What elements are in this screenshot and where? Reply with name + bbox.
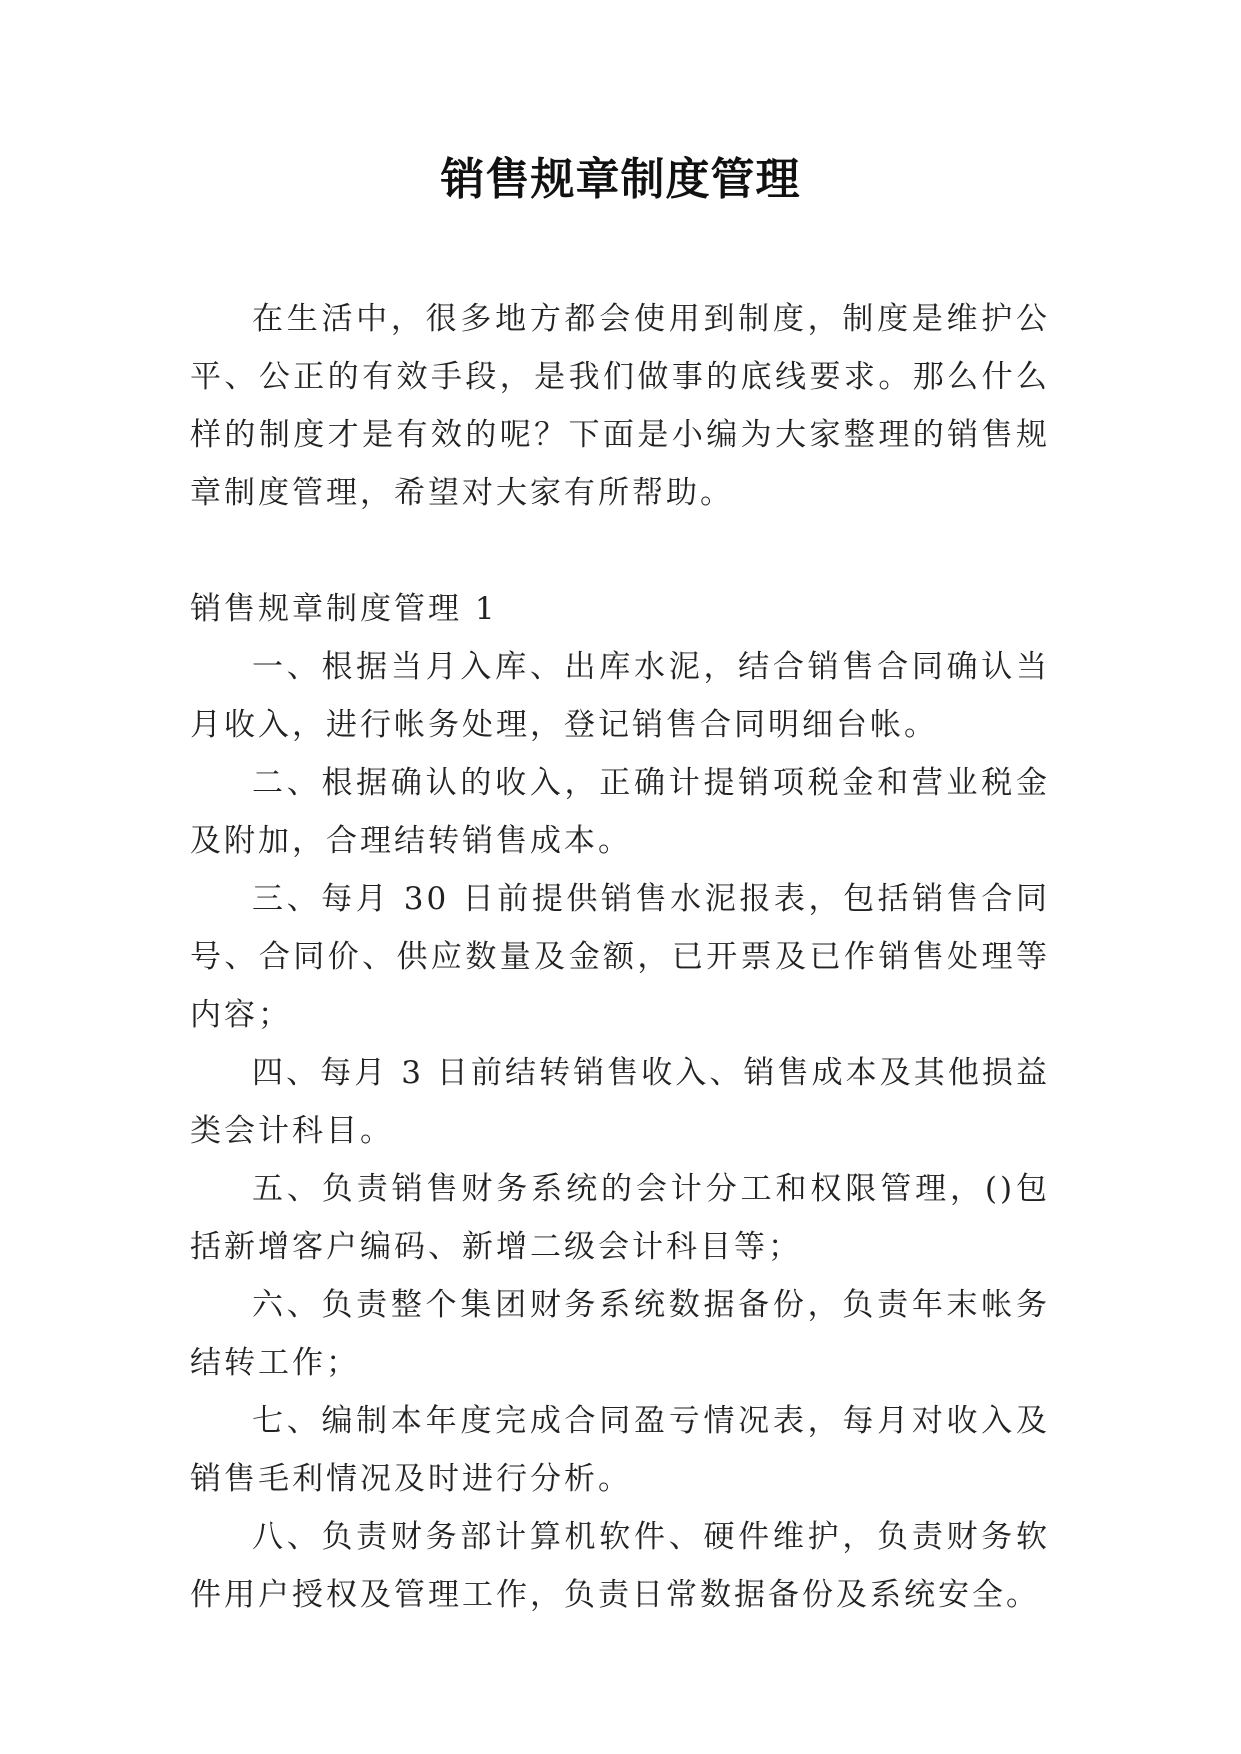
list-item: 七、编制本年度完成合同盈亏情况表，每月对收入及销售毛利情况及时进行分析。	[190, 1403, 1050, 1497]
list-item: 八、负责财务部计算机软件、硬件维护，负责财务软件用户授权及管理工作，负责日常数据备份及系统安全。	[190, 1519, 1050, 1613]
list-item: 二、根据确认的收入，正确计提销项税金和营业税金及附加，合理结转销售成本。	[190, 765, 1050, 859]
list-item: 六、负责整个集团财务系统数据备份，负责年末帐务结转工作；	[190, 1287, 1050, 1381]
document-body	[190, 290, 1050, 1624]
list-item: 三、每月 30 日前提供销售水泥报表，包括销售合同号、合同价、供应数量及金额，已开票及已作销售处理等内容；	[190, 881, 1050, 1033]
list-item: 四、每月 3 日前结转销售收入、销售成本及其他损益类会计科目。	[190, 1055, 1050, 1149]
list-item: 一、根据当月入库、出库水泥，结合销售合同确认当月收入，进行帐务处理，登记销售合同明细台帐。	[190, 649, 1050, 743]
list-item: 五、负责销售财务系统的会计分工和权限管理，()包括新增客户编码、新增二级会计科目等；	[190, 1171, 1050, 1265]
document-title: 销售规章制度管理	[440, 154, 801, 205]
intro-paragraph: 在生活中，很多地方都会使用到制度，制度是维护公平、公正的有效手段，是我们做事的底线要求。那么什么样的制度才是有效的呢？下面是小编为大家整理的销售规章制度管理，希望对大家有所帮助。	[190, 301, 1050, 511]
section-heading: 销售规章制度管理 1	[190, 591, 498, 627]
